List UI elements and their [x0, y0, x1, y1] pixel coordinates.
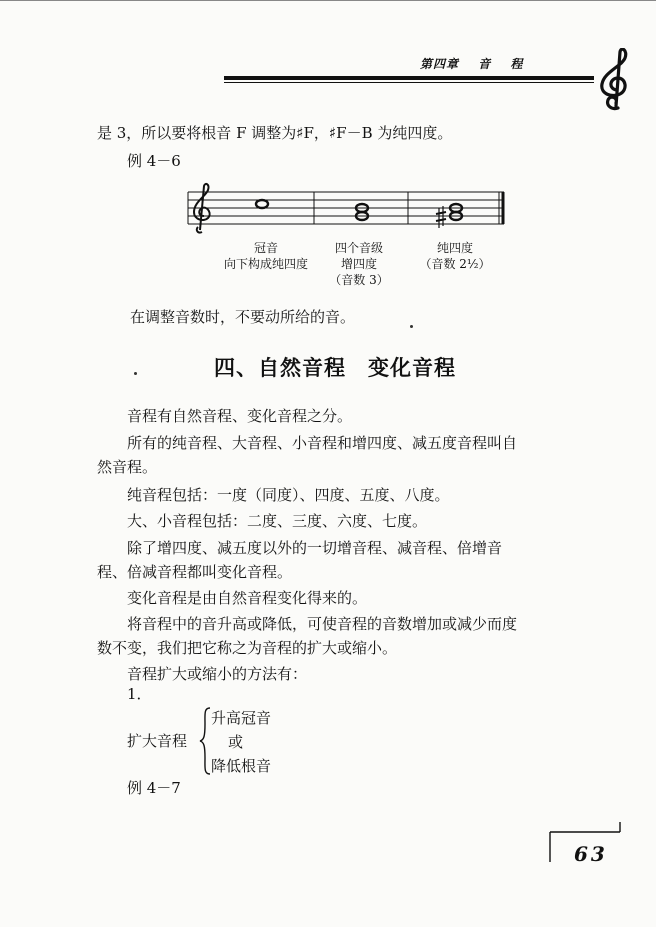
page-number: 63 — [574, 842, 608, 866]
header-chapter: 第四章 — [420, 57, 460, 71]
expand-interval-label: 扩大音程 — [127, 732, 188, 750]
paragraph-3: 纯音程包括：一度（同度）、四度、五度、八度。 — [127, 486, 450, 504]
header-rule-thick — [224, 76, 594, 80]
paragraph-1: 音程有自然音程、变化音程之分。 — [127, 407, 353, 425]
paragraph-5-line-2: 程、倍减音程都叫变化音程。 — [97, 563, 293, 581]
caption-2 — [314, 240, 404, 288]
speck-dot — [410, 325, 413, 328]
paragraph-7-line-2: 数不变，我们把它称之为音程的扩大或缩小。 — [97, 639, 398, 657]
paragraph-2-line-2: 然音程。 — [97, 458, 158, 476]
text-line-1: 是 3，所以要将根音 F 调整为♯F，♯F－B 为纯四度。 — [97, 124, 453, 142]
caption-2-line-1: 四个音级 — [334, 241, 383, 255]
paragraph-4: 大、小音程包括：二度、三度、六度、七度。 — [127, 512, 428, 530]
treble-clef-icon — [594, 48, 638, 112]
paragraph-7-line-1: 将音程中的音升高或降低，可使音程的音数增加或减少而度 — [127, 615, 518, 633]
example-label-4-7: 例 4－7 — [127, 779, 181, 797]
caption-1 — [206, 240, 326, 272]
caption-3 — [410, 240, 500, 272]
top-edge-line — [0, 0, 656, 1]
text-note-line: 在调整音数时，不要动所给的音。 — [130, 308, 356, 326]
header-rule-thin — [224, 82, 594, 83]
caption-2-line-2: 增四度 — [340, 257, 377, 271]
header-title-1: 音 — [478, 57, 492, 71]
list-number-1: 1． — [127, 685, 152, 703]
section-heading: 四、自然音程 变化音程 — [214, 356, 456, 380]
paragraph-8: 音程扩大或缩小的方法有： — [127, 665, 308, 683]
caption-1-line-2: 向下构成纯四度 — [223, 257, 308, 271]
running-header — [420, 55, 537, 72]
paragraph-6: 变化音程是由自然音程变化得来的。 — [127, 589, 368, 607]
speck-dot — [134, 372, 137, 375]
brace-or: 或 — [228, 733, 244, 751]
caption-1-line-1: 冠音 — [253, 241, 278, 255]
paragraph-2-line-1: 所有的纯音程、大音程、小音程和增四度、减五度音程叫自 — [127, 434, 518, 452]
caption-3-line-1: 纯四度 — [436, 241, 473, 255]
example-label-4-6: 例 4－6 — [127, 152, 181, 170]
caption-2-line-3: （音数 3） — [329, 273, 389, 287]
header-title-2: 程 — [510, 57, 524, 71]
caption-3-line-2: （音数 2½） — [419, 257, 491, 271]
music-staff-example — [186, 182, 506, 238]
paragraph-5-line-1: 除了增四度、减五度以外的一切增音程、减音程、倍增音 — [127, 539, 503, 557]
brace-option-raise-top: 升高冠音 — [211, 709, 272, 727]
brace-option-lower-root: 降低根音 — [211, 757, 272, 775]
curly-brace-icon — [198, 706, 212, 776]
